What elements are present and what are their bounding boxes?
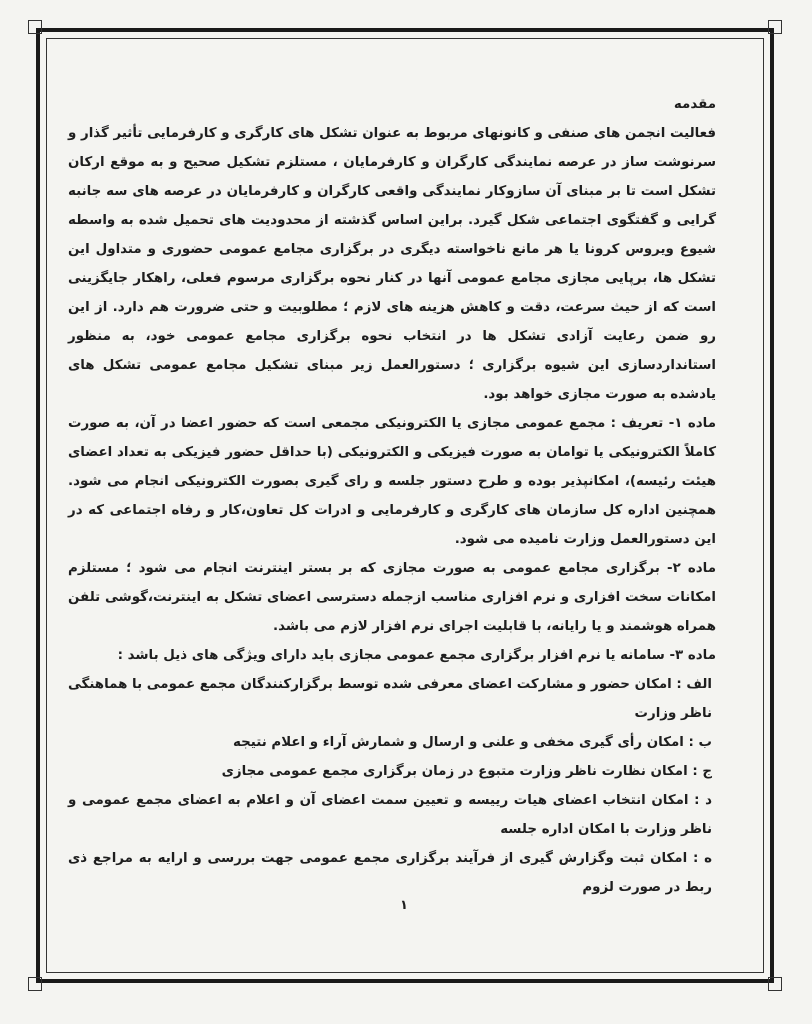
list-item-dal: د : امکان انتخاب اعضای هیات رییسه و تعیین سمت اعضای آن و اعلام به اعضای مجمع عمومی و ناظر وزارت با امکان اداره جلسه [68, 793, 712, 837]
border-corner-ornament [28, 977, 42, 991]
intro-paragraph: فعالیت انجمن های صنفی و کانونهای مربوط به عنوان تشکل های کارگری و کارفرمایی تأثیر گذار و سرنوشت ساز در عرصه نمایندگی کارگران و کارفرمایان ، مستلزم تشکیل صحیح و به موقع ارکان تشکل است تا بر مبنای آن سازوکار نمایندگی واقعی کارگران و کارفرمایان در عرصه های سه جانبه گرایی و گفتگوی اجتماعی شکل گیرد. براین اساس گذشته از محدودیت های تحمیل شده به واسطه شیوع ویروس کرونا یا هر مانع ناخواسته دیگری در برگزاری مجامع عمومی حضوری و متداول این تشکل ها، برپایی مجازی مجامع عمومی آنها در کنار نحوه برگزاری مرسوم فعلی، راهکار جایگزینی است که از حیث سرعت، دقت و کاهش هزینه های لازم ؛ مطلوبیت و حتی ضرورت هم دارد. از این رو ضمن رعایت آزادی تشکل ها در انتخاب نحوه برگزاری مجامع عمومی خود، به منظور استانداردسازی این شیوه برگزاری ؛ دستورالعمل زیر مبنای تشکیل مجامع عمومی تشکل های یادشده به صورت مجازی خواهد بود. [68, 126, 716, 402]
document-body [68, 90, 716, 902]
border-corner-ornament [768, 977, 782, 991]
border-corner-ornament [768, 20, 782, 34]
border-corner-ornament [28, 20, 42, 34]
article-1-paragraph: ماده ۱- تعریف : مجمع عمومی مجازی یا الکترونیکی مجمعی است که حضور اعضا در آن، به صورت کاملاً الکترونیکی یا توامان به صورت فیزیکی و الکترونیکی (با حداقل حضور فیزیکی به تعداد اعضای هیئت رئیسه)، امکانپذیر بوده و طرح دستور جلسه و رای گیری بصورت الکترونیکی انجام می شود. همچنین اداره کل سازمان های کارگری و کارفرمایی و ادرات کل تعاون،کار و رفاه اجتماعی که در این دستورالعمل وزارت نامیده می شود. [68, 416, 716, 547]
page-number: ۱ [400, 898, 408, 913]
list-item-jim: ج : امکان نظارت ناظر وزارت متبوع در زمان برگزاری مجمع عمومی مجازی [221, 764, 712, 779]
list-item-he: ه : امکان ثبت وگزارش گیری از فرآیند برگزاری مجمع عمومی جهت بررسی و ارایه به مراجع ذی ربط در صورت لزوم [68, 851, 712, 895]
article-2-paragraph: ماده ۲- برگزاری مجامع عمومی به صورت مجازی که بر بستر اینترنت انجام می شود ؛ مستلزم امکانات سخت افزاری و نرم افزاری مناسب ازجمله دسترسی اعضای تشکل به اینترنت،گوشی تلفن همراه هوشمند و یا رایانه، با قابلیت اجرای نرم افزار لازم می باشد. [68, 561, 716, 634]
list-item-alef: الف : امکان حضور و مشارکت اعضای معرفی شده توسط برگزارکنندگان مجمع عمومی با هماهنگی ناظر وزارت [68, 677, 712, 721]
document-heading: مقدمه [673, 97, 716, 112]
list-item-be: ب : امکان رأی گیری مخفی و علنی و ارسال و شمارش آراء و اعلام نتیجه [233, 735, 712, 750]
article-3-paragraph: ماده ۳- سامانه یا نرم افزار برگزاری مجمع عمومی مجازی باید دارای ویژگی های ذیل باشد : [117, 648, 716, 663]
